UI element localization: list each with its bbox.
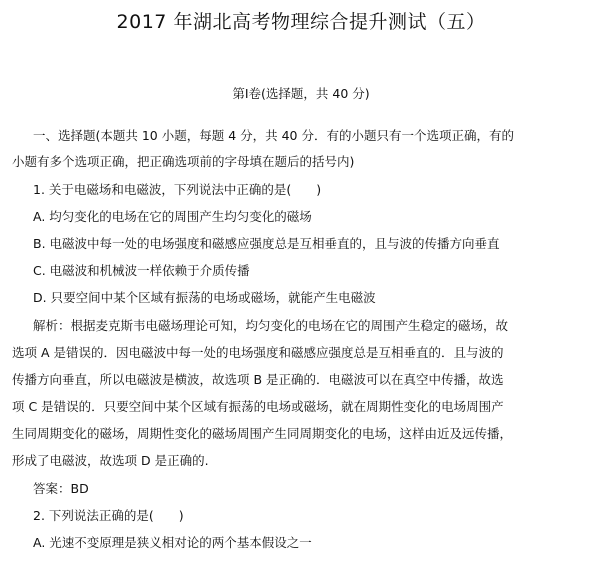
question-1-analysis-line-5: 生同周期变化的磁场，周期性变化的磁场周围产生同周期变化的电场，这样由近及远传播， bbox=[12, 426, 513, 441]
question-1-analysis-line-2: 选项 A 是错误的．因电磁波中每一处的电场强度和磁感应强度总是互相垂直的．且与波的 bbox=[12, 345, 504, 360]
question-1-answer: 答案：BD bbox=[33, 481, 89, 496]
section-heading: 第Ⅰ卷(选择题，共 40 分) bbox=[232, 86, 370, 101]
instructions-line-2: 小题有多个选项正确，把正确选项前的字母填在题后的括号内) bbox=[12, 154, 355, 169]
question-1-option-a: A. 均匀变化的电场在它的周围产生均匀变化的磁场 bbox=[33, 209, 312, 224]
question-2-stem: 2. 下列说法正确的是( ) bbox=[33, 508, 184, 523]
question-1-analysis-line-3: 传播方向垂直，所以电磁波是横波，故选项 B 是正确的．电磁波可以在真空中传播，故选 bbox=[12, 372, 504, 387]
instructions-line-1: 一、选择题(本题共 10 小题，每题 4 分，共 40 分．有的小题只有一个选项正确，有的 bbox=[33, 128, 514, 143]
document-title: 2017 年湖北高考物理综合提升测试（五） bbox=[116, 11, 486, 33]
question-1-analysis-line-6: 形成了电磁波，故选项 D 是正确的. bbox=[12, 453, 209, 468]
question-1-stem: 1. 关于电磁场和电磁波，下列说法中正确的是( ) bbox=[33, 182, 322, 197]
question-1-analysis-line-1: 解析：根据麦克斯韦电磁场理论可知，均匀变化的电场在它的周围产生稳定的磁场，故 bbox=[33, 318, 509, 333]
question-1-analysis-line-4: 项 C 是错误的．只要空间中某个区域有振荡的电场或磁场，就在周期性变化的电场周围产 bbox=[12, 399, 504, 414]
question-2-option-a: A. 光速不变原理是狭义相对论的两个基本假设之一 bbox=[33, 535, 312, 550]
question-1-option-b: B. 电磁波中每一处的电场强度和磁感应强度总是互相垂直的，且与波的传播方向垂直 bbox=[33, 236, 500, 251]
question-1-option-c: C. 电磁波和机械波一样依赖于介质传播 bbox=[33, 263, 250, 278]
question-1-option-d: D. 只要空间中某个区域有振荡的电场或磁场，就能产生电磁波 bbox=[33, 290, 376, 305]
